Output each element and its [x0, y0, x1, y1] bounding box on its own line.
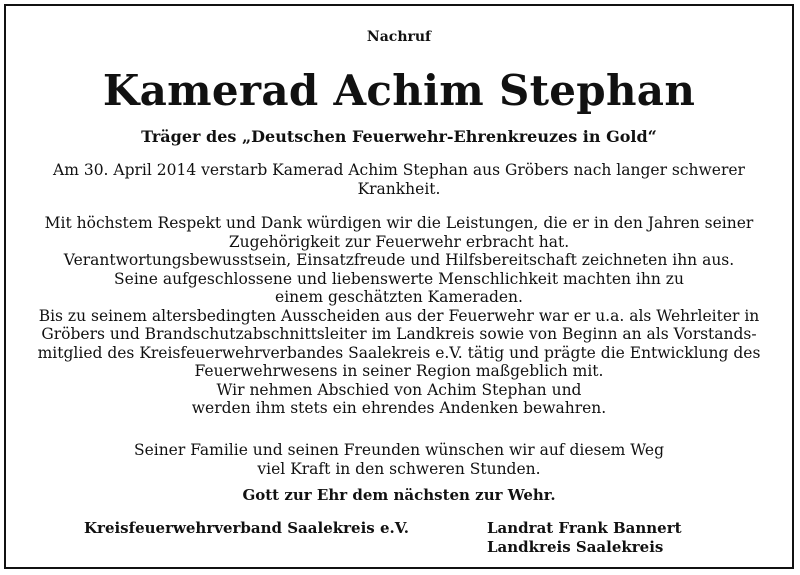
signature-district — [487, 519, 682, 557]
honor-subtitle: Träger des „Deutschen Feuerwehr-Ehrenkreuzes in Gold“ — [141, 127, 657, 146]
tribute-line: Seine aufgeschlossene und liebenswerte Menschlichkeit machten ihn zu — [114, 269, 684, 288]
tribute-paragraph — [6, 214, 792, 418]
notice-label: Nachruf — [366, 29, 432, 45]
intro-line: Krankheit. — [357, 179, 441, 198]
tribute-line: Feuerwehrwesens in seiner Region maßgeblich mit. — [194, 362, 604, 380]
condolence-line: viel Kraft in den schweren Stunden. — [257, 459, 541, 478]
condolence-line: Seiner Familie und seinen Freunden wünschen wir auf diesem Weg — [133, 441, 665, 459]
condolence-paragraph — [6, 441, 792, 478]
tribute-line: Zugehörigkeit zur Feuerwehr erbracht hat. — [228, 232, 570, 251]
signature-association — [84, 519, 409, 538]
deceased-name: Kamerad Achim Stephan — [102, 66, 696, 115]
tribute-line: Gröbers und Brandschutzabschnittsleiter im Landkreis sowie von Beginn an als Vorstands- — [41, 325, 757, 343]
intro-paragraph — [6, 161, 792, 198]
firefighter-motto: Gott zur Ehr dem nächsten zur Wehr. — [242, 486, 556, 504]
tribute-line: werden ihm stets ein ehrendes Andenken bewahren. — [191, 399, 607, 417]
tribute-line: mitglied des Kreisfeuerwehrverbandes Saalekreis e.V. tätig und prägte die Entwicklung des — [37, 343, 761, 362]
signature-association-name: Kreisfeuerwehrverband Saalekreis e.V. — [84, 519, 409, 537]
signature-district-name: Landkreis Saalekreis — [487, 538, 664, 556]
tribute-line: einem geschätzten Kameraden. — [275, 288, 523, 306]
tribute-line: Wir nehmen Abschied von Achim Stephan und — [216, 380, 582, 399]
obituary-notice — [4, 4, 794, 569]
signature-district-administrator: Landrat Frank Bannert — [487, 519, 682, 537]
tribute-line: Verantwortungsbewusstsein, Einsatzfreude und Hilfsbereitschaft zeichneten ihn aus. — [63, 251, 735, 269]
tribute-line: Mit höchstem Respekt und Dank würdigen wir die Leistungen, die er in den Jahren seiner — [44, 214, 754, 232]
intro-line: Am 30. April 2014 verstarb Kamerad Achim Stephan aus Gröbers nach langer schwerer — [53, 161, 745, 179]
tribute-line: Bis zu seinem altersbedingten Ausscheiden aus der Feuerwehr war er u.a. als Wehrleiter in — [38, 306, 760, 325]
